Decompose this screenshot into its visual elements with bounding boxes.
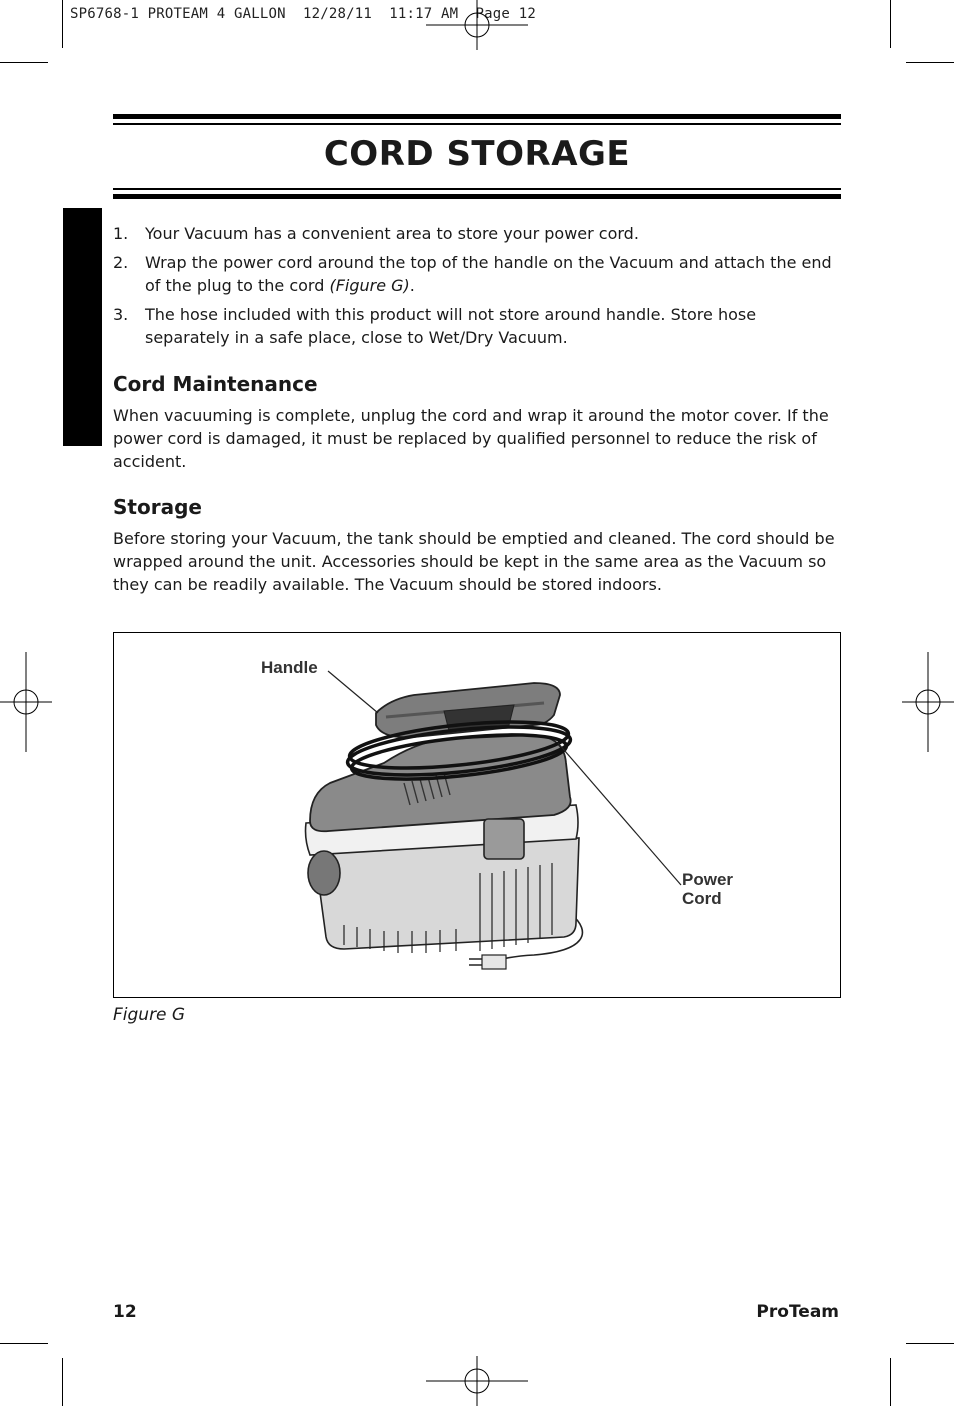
page-title: CORD STORAGE xyxy=(323,134,631,174)
storage-heading: Storage xyxy=(113,495,202,519)
print-slug: SP6768-1 PROTEAM 4 GALLON 12/28/11 11:17 AM Page 12 xyxy=(70,6,536,22)
crop-mark xyxy=(906,1343,954,1344)
page-number: 12 xyxy=(113,1302,137,1322)
step-text-end: . xyxy=(409,276,415,295)
cord-maintenance-text: When vacuuming is complete, unplug the cord and wrap it around the motor cover. If the power cord is damaged, it must be replaced by qualified personnel to reduce the risk of accident. xyxy=(113,406,829,471)
figure-g xyxy=(113,632,841,998)
list-item xyxy=(113,222,845,245)
crop-mark xyxy=(890,0,891,48)
crop-mark xyxy=(890,1358,891,1406)
plug-icon xyxy=(469,955,506,969)
title-rule-bottom-thin xyxy=(113,188,841,190)
brand-name: ProTeam xyxy=(756,1302,839,1322)
step-text: The hose included with this product will not store around handle. Store hose separately in a safe place, close to Wet/Dry Vacuum. xyxy=(145,305,757,347)
handle-label: Handle xyxy=(261,658,318,677)
crop-mark xyxy=(906,62,954,63)
cord-maintenance-heading: Cord Maintenance xyxy=(113,372,318,396)
latch xyxy=(484,819,524,859)
figure-reference: (Figure G) xyxy=(329,276,410,295)
drain-cap xyxy=(308,851,340,895)
list-item xyxy=(113,303,845,349)
registration-mark-right xyxy=(902,652,954,752)
registration-mark-bottom xyxy=(426,1356,528,1406)
title-rule-bottom-thick xyxy=(113,194,841,199)
step-number: 3. xyxy=(113,305,129,324)
vacuum-illustration xyxy=(114,633,840,997)
crop-mark xyxy=(62,1358,63,1406)
title-rule-top-thin xyxy=(113,123,841,125)
storage-text: Before storing your Vacuum, the tank should be emptied and cleaned. The cord should be wrapped around the unit. Accessories should be kept in the same area as the Vacuum so they can be readily available. The Vacuum should be stored indoors. xyxy=(113,529,835,594)
handle-leader xyxy=(328,671,378,713)
crop-mark xyxy=(62,0,63,48)
registration-mark-top xyxy=(426,0,528,50)
step-text: Your Vacuum has a convenient area to store your power cord. xyxy=(145,224,639,243)
step-number: 2. xyxy=(113,253,129,272)
step-number: 1. xyxy=(113,224,129,243)
power-cord-label xyxy=(682,870,733,908)
list-item xyxy=(113,251,845,297)
section-tab xyxy=(63,208,102,446)
cord-label: Cord xyxy=(682,889,722,908)
figure-caption: Figure G xyxy=(113,1005,186,1025)
registration-mark-left xyxy=(0,652,52,752)
steps-list xyxy=(113,222,845,355)
crop-mark xyxy=(0,1343,48,1344)
step-text: Wrap the power cord around the top of the handle on the Vacuum and attach the end of the plug to the cord xyxy=(145,253,832,295)
crop-mark xyxy=(0,62,48,63)
power-label: Power xyxy=(682,870,734,889)
title-rule-top-thick xyxy=(113,114,841,119)
